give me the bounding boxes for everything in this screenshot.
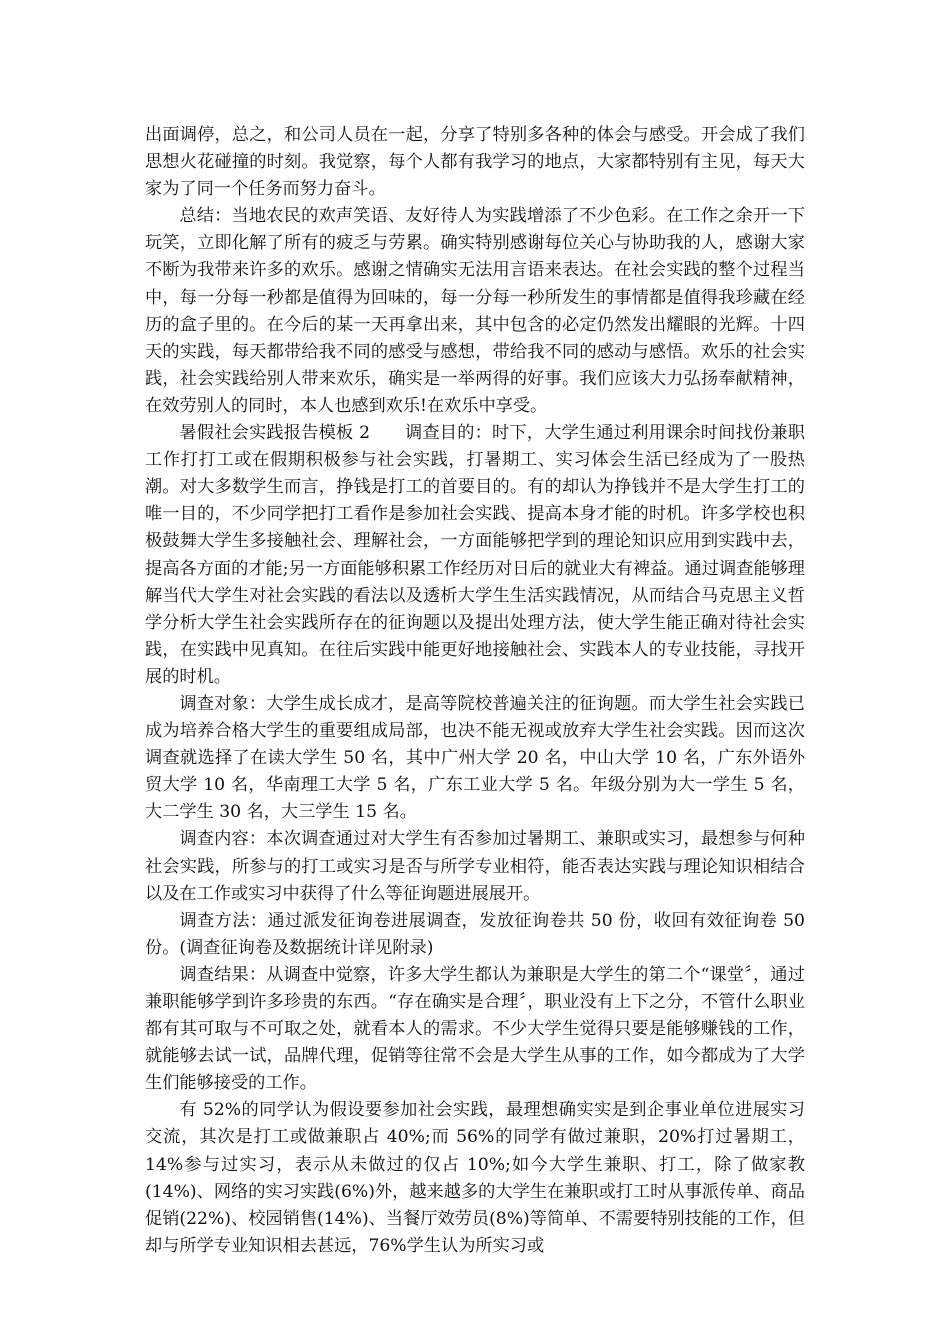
paragraph-8-statistics: 有 52%的同学认为假设要参加社会实践，最理想确实实是到企事业单位进展实习交流，其次是打工或做兼职占 40%;而 56%的同学有做过兼职，20%打过暑期工，14%参与过实习，表示从未做过的仅占 10%;如今大学生兼职、打工，除了做家教(14%)、网络的实习实践(6%)外，越来越多的大学生在兼职或打工时从事派传单、商品促销(22%)、校园销售(14%)、当餐厅效劳员(8%)等简单、不需要特别技能的工作，但却与所学专业知识相去甚远，76%学生认为所实习或 [145,1100,805,1256]
paragraph-7-survey-results: 调查结果：从调查中觉察，许多大学生都认为兼职是大学生的第二个“课堂〞，通过兼职能够学到许多珍贵的东西。“存在确实是合理〞，职业没有上下之分，不管什么职业都有其可取与不可取之处，就看本人的需求。不少大学生觉得只要是能够赚钱的工作，就能够去试一试，品牌代理，促销等往常不会是大学生从事的工作，如今都成为了大学生们能够接受的工作。 [145,964,805,1094]
paragraph-5-survey-content: 调查内容：本次调查通过对大学生有否参加过暑期工、兼职或实习，最想参与何种社会实践，所参与的打工或实习是否与所学专业相符，能否表达实践与理论知识相结合以及在工作或实习中获得了什么等征询题进展展开。 [145,829,805,904]
paragraph-3-survey-purpose: 暑假社会实践报告模板 2 调查目的：时下，大学生通过利用课余时间找份兼职工作打打工或在假期积极参与社会实践，打暑期工、实习体会生活已经成为了一股热潮。对大多数学生而言，挣钱是打工的首要目的。有的却认为挣钱并不是大学生打工的唯一目的，不少同学把打工看作是参加社会实践、提高本身才能的时机。许多学校也积极鼓舞大学生多接触社会、理解社会，一方面能够把学到的理论知识应用到实践中去，提高各方面的才能;另一方面能够积累工作经历对日后的就业大有裨益。通过调查能够理解当代大学生对社会实践的看法以及透析大学生生活实践情况，从而结合马克思主义哲学分析大学生社会实践所存在的征询题以及提出处理方法，使大学生能正确对待社会实践，在实践中见真知。在往后实践中能更好地接触社会、实践本人的专业技能，寻找开展的时机。 [145,423,805,687]
paragraph-1: 出面调停，总之，和公司人员在一起，分享了特别多各种的体会与感受。开会成了我们思想火花碰撞的时刻。我觉察，每个人都有我学习的地点，大家都特别有主见，每天大家为了同一个任务而努力奋斗。 [145,125,805,200]
paragraph-2-summary: 总结：当地农民的欢声笑语、友好待人为实践增添了不少色彩。在工作之余开一下玩笑，立即化解了所有的疲乏与劳累。确实特别感谢每位关心与协助我的人，感谢大家不断为我带来许多的欢乐。感谢之情确实无法用言语来表达。在社会实践的整个过程当中，每一分每一秒都是值得为回味的，每一分每一秒所发生的事情都是值得我珍藏在经历的盒子里的。在今后的某一天再拿出来，其中包含的必定仍然发出耀眼的光辉。十四天的实践，每天都带给我不同的感受与感想，带给我不同的感动与感悟。欢乐的社会实践，社会实践给别人带来欢乐，确实是一举两得的好事。我们应该大力弘扬奉献精神，在效劳别人的同时，本人也感到欢乐!在欢乐中享受。 [145,206,805,416]
paragraph-4-survey-subjects: 调查对象：大学生成长成才，是高等院校普遍关注的征询题。而大学生社会实践已成为培养合格大学生的重要组成局部，也决不能无视或放弃大学生社会实践。因而这次调查就选择了在读大学生 50 名，其中广州大学 20 名，中山大学 10 名，广东外语外贸大学 10 名，华南理工大学 5 名，广东工业大学 5 名。年级分别为大一学生 5 名，大二学生 30 名，大三学生 15 名。 [145,693,805,823]
paragraph-6-survey-method: 调查方法：通过派发征询卷进展调查，发放征询卷共 50 份，收回有效征询卷 50 份。(调查征询卷及数据统计详见附录) [145,910,805,958]
document-page [145,122,805,1260]
